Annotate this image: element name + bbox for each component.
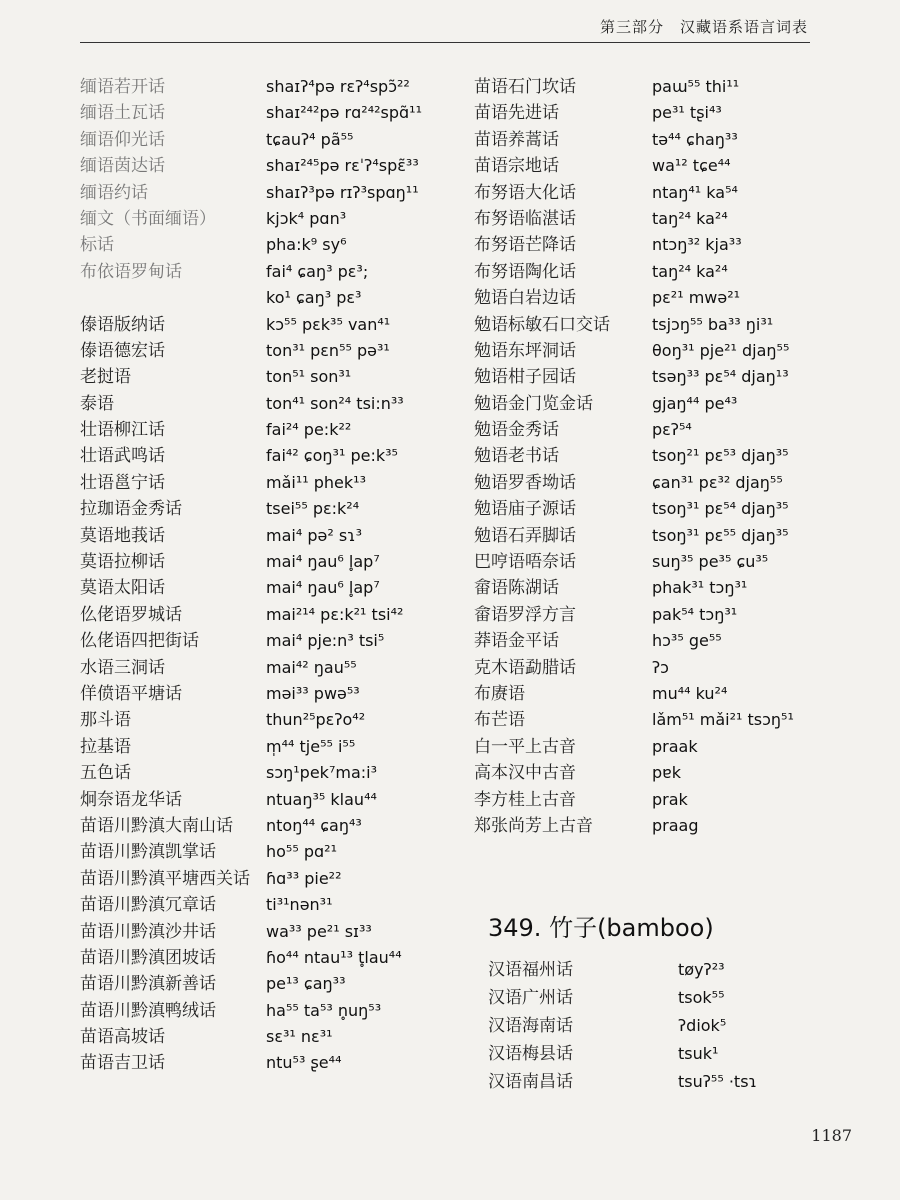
language-name: 布依语罗甸话: [80, 261, 182, 282]
language-name: 莫语拉柳话: [80, 552, 165, 573]
word-form: məi³³ pwə⁵³: [266, 683, 360, 703]
language-name: 傣语版纳话: [80, 314, 165, 335]
word-form: pe³¹ tʂi⁴³: [652, 103, 722, 123]
word-form: ntoŋ⁴⁴ ɕaŋ⁴³: [266, 815, 362, 835]
word-form: tsjɔŋ⁵⁵ ba³³ ŋi³¹: [652, 314, 774, 334]
word-form: ɦo⁴⁴ ntau¹³ t̥lau⁴⁴: [266, 947, 402, 967]
word-form: sɛ³¹ nɛ³¹: [266, 1027, 333, 1047]
language-name: 布芒语: [474, 710, 525, 731]
word-form: ntu⁵³ ʂe⁴⁴: [266, 1053, 342, 1073]
language-name: 勉语标敏石口交话: [474, 314, 610, 335]
word-form: phak³¹ tɔŋ³¹: [652, 578, 748, 598]
word-form: tsei⁵⁵ pɛ:k²⁴: [266, 499, 360, 519]
language-name: 勉语金秀话: [474, 420, 559, 441]
language-name: 畲语陈湖话: [474, 578, 559, 599]
language-name: 苗语川黔滇冗章话: [80, 895, 216, 916]
word-form: mai⁴ pə² sɿ³: [266, 525, 363, 545]
word-form: mai⁴ pje:n³ tsi⁵: [266, 631, 385, 651]
language-name: 苗语高坡话: [80, 1027, 165, 1048]
language-name: 苗语吉卫话: [80, 1053, 165, 1074]
language-name: 老挝语: [80, 367, 131, 388]
language-name: 苗语川黔滇团坡话: [80, 947, 216, 968]
language-name: 壮语武鸣话: [80, 446, 165, 467]
language-name: 布努语大化话: [474, 182, 576, 203]
language-name: 白一平上古音: [474, 736, 576, 757]
word-form: ntaŋ⁴¹ ka⁵⁴: [652, 182, 738, 202]
language-name: 克木语勐腊话: [474, 657, 576, 678]
word-form: tsəŋ³³ pɛ⁵⁴ djaŋ¹³: [652, 367, 789, 387]
language-name: 傣语德宏话: [80, 340, 165, 361]
language-name: 汉语广州话: [488, 988, 573, 1008]
language-name: 莫语太阳话: [80, 578, 165, 599]
word-form: ko¹ ɕaŋ³ pɛ³: [266, 288, 362, 308]
language-name: 苗语川黔滇沙井话: [80, 921, 216, 942]
word-form: mu⁴⁴ ku²⁴: [652, 683, 728, 703]
word-form: pɛʔ⁵⁴: [652, 420, 692, 440]
language-name: 佯偾语平塘话: [80, 683, 182, 704]
language-name: 缅语若开话: [80, 77, 165, 97]
word-form: taŋ²⁴ ka²⁴: [652, 208, 728, 228]
word-form: fai²⁴ pe:k²²: [266, 420, 352, 440]
word-form: tsoŋ³¹ pɛ⁵⁵ djaŋ³⁵: [652, 525, 789, 545]
language-name: 苗语川黔滇鸭绒话: [80, 1000, 216, 1021]
word-form: tsoŋ²¹ pɛ⁵³ djaŋ³⁵: [652, 446, 789, 466]
word-form: tsuʔ⁵⁵ ·tsɿ: [678, 1072, 758, 1091]
language-name: 拉基语: [80, 736, 131, 757]
language-name: 勉语罗香坳话: [474, 472, 576, 493]
language-name: 仫佬语四把街话: [80, 631, 199, 652]
word-form: hɔ³⁵ ge⁵⁵: [652, 631, 722, 651]
language-name: 缅文（书面缅语）: [80, 208, 216, 229]
word-form: wa³³ pe²¹ sɪ³³: [266, 921, 372, 941]
word-form: tøyʔ²³: [678, 960, 725, 979]
word-form: gjaŋ⁴⁴ pe⁴³: [652, 393, 738, 413]
language-name: 缅语土瓦话: [80, 103, 165, 124]
language-name: 汉语梅县话: [488, 1044, 573, 1064]
word-form: thun²⁵pɛʔo⁴²: [266, 710, 366, 730]
language-name: 郑张尚芳上古音: [474, 815, 593, 836]
language-name: 莽语金平话: [474, 631, 559, 652]
word-form: ton³¹ pɛn⁵⁵ pə³¹: [266, 340, 390, 360]
language-name: 缅语仰光话: [80, 129, 165, 150]
word-form: ntɔŋ³² kja³³: [652, 235, 742, 255]
language-name: 勉语老书话: [474, 446, 559, 467]
word-form: mai⁴ ŋau⁶ l̥ap⁷: [266, 578, 380, 598]
language-name: 水语三洞话: [80, 657, 165, 678]
language-name: 苗语养蒿话: [474, 129, 559, 150]
language-name: 苗语川黔滇新善话: [80, 974, 216, 995]
word-form: shaɪ²⁴²pə rɑ²⁴²spɑ̃¹¹: [266, 103, 423, 123]
language-name: 苗语石门坎话: [474, 77, 576, 97]
word-form: tɕauʔ⁴ pã⁵⁵: [266, 129, 354, 149]
word-form: lǎm⁵¹ mǎi²¹ tsɔŋ⁵¹: [652, 710, 794, 730]
language-name: 仫佬语罗城话: [80, 604, 182, 625]
word-form: tsuk¹: [678, 1044, 719, 1063]
word-form: ho⁵⁵ pɑ²¹: [266, 842, 337, 862]
word-form: ɕan³¹ pɛ³² djaŋ⁵⁵: [652, 472, 783, 492]
language-name: 壮语柳江话: [80, 420, 165, 441]
word-form: wa¹² tɕe⁴⁴: [652, 156, 731, 176]
language-name: 汉语福州话: [488, 960, 573, 980]
word-form: mai⁴² ŋau⁵⁵: [266, 657, 357, 677]
word-form: ɦɑ³³ pie²²: [266, 868, 342, 888]
language-name: 苗语川黔滇大南山话: [80, 815, 233, 836]
language-name: 汉语南昌话: [488, 1072, 573, 1092]
word-form: shaɪʔ⁴pə rɛʔ⁴spɔ̃²²: [266, 77, 410, 96]
language-name: 李方桂上古音: [474, 789, 576, 810]
word-form: pak⁵⁴ tɔŋ³¹: [652, 604, 738, 624]
word-form: mai⁴ ŋau⁶ l̥ap⁷: [266, 552, 380, 572]
section-title: 349. 竹子(bamboo): [488, 914, 714, 942]
language-name: 泰语: [80, 393, 114, 414]
language-name: 缅语约话: [80, 182, 148, 203]
language-name: 勉语庙子源话: [474, 499, 576, 520]
language-name: 苗语川黔滇凯掌话: [80, 842, 216, 863]
running-header: 第三部分 汉藏语系语言词表: [599, 18, 808, 36]
word-form: taŋ²⁴ ka²⁴: [652, 261, 728, 281]
word-form: m̩⁴⁴ tje⁵⁵ i⁵⁵: [266, 736, 356, 756]
word-form: prak: [652, 789, 688, 809]
language-name: 巴哼语唔奈话: [474, 552, 576, 573]
language-name: 壮语邕宁话: [80, 472, 165, 493]
word-form: ti³¹nən³¹: [266, 895, 333, 915]
language-name: 勉语石弄脚话: [474, 525, 576, 546]
word-form: fai⁴² ɕoŋ³¹ pe:k³⁵: [266, 446, 398, 466]
word-form: pɛ²¹ mwə²¹: [652, 288, 741, 308]
language-name: 畲语罗浮方言: [474, 604, 576, 625]
header-rule: [80, 42, 810, 43]
word-form: praag: [652, 815, 699, 835]
word-form: praak: [652, 736, 698, 756]
language-name: 炯奈语龙华话: [80, 789, 182, 810]
language-name: 勉语东坪洞话: [474, 340, 576, 361]
word-form: ton⁵¹ son³¹: [266, 367, 352, 387]
language-name: 苗语宗地话: [474, 156, 559, 177]
word-form: θoŋ³¹ pje²¹ djaŋ⁵⁵: [652, 340, 790, 360]
word-form: mai²¹⁴ pɛ:k²¹ tsi⁴²: [266, 604, 404, 624]
word-form: pɐk: [652, 763, 682, 783]
word-form: mǎi¹¹ phek¹³: [266, 472, 366, 492]
language-name: 汉语海南话: [488, 1016, 573, 1036]
word-form: tsok⁵⁵: [678, 988, 725, 1007]
word-form: kjɔk⁴ pɑn³: [266, 208, 347, 228]
word-form: fai⁴ ɕaŋ³ pɛ³;: [266, 261, 369, 281]
language-name: 标话: [80, 235, 114, 256]
word-form: tə⁴⁴ ɕhaŋ³³: [652, 129, 738, 149]
language-name: 勉语柑子园话: [474, 367, 576, 388]
word-form: tsoŋ³¹ pɛ⁵⁴ djaŋ³⁵: [652, 499, 789, 519]
language-name: 苗语先进话: [474, 103, 559, 124]
language-name: 苗语川黔滇平塘西关话: [80, 868, 250, 889]
language-name: 缅语茵达话: [80, 156, 165, 177]
word-form: ʔdiok⁵: [678, 1016, 727, 1035]
language-name: 布努语芒降话: [474, 235, 576, 256]
word-form: shaɪ²⁴⁵pə rɛˈʔ⁴spɛ̃³³: [266, 156, 419, 176]
word-form: paɯ⁵⁵ thi¹¹: [652, 77, 740, 96]
word-form: ʔɔ: [652, 657, 669, 677]
language-name: 勉语金门览金话: [474, 393, 593, 414]
word-form: shaɪʔ³pə rɪʔ³spɑŋ¹¹: [266, 182, 419, 202]
language-name: 高本汉中古音: [474, 763, 576, 784]
word-form: ha⁵⁵ ta⁵³ n̥uŋ⁵³: [266, 1000, 382, 1020]
language-name: 那斗语: [80, 710, 131, 731]
word-form: ton⁴¹ son²⁴ tsi:n³³: [266, 393, 404, 413]
word-form: ntuaŋ³⁵ klau⁴⁴: [266, 789, 377, 809]
language-name: 布努语临湛话: [474, 208, 576, 229]
page-number: 1187: [811, 1126, 852, 1145]
word-form: kɔ⁵⁵ pɛk³⁵ van⁴¹: [266, 314, 391, 334]
word-form: pha:k⁹ sy⁶: [266, 235, 347, 255]
word-form: suŋ³⁵ pe³⁵ ɕu³⁵: [652, 552, 769, 572]
word-form: pe¹³ ɕaŋ³³: [266, 974, 346, 994]
language-name: 拉珈语金秀话: [80, 499, 182, 520]
language-name: 勉语白岩边话: [474, 288, 576, 309]
word-form: sɔŋ¹pek⁷ma:i³: [266, 763, 377, 783]
language-name: 莫语地莪话: [80, 525, 165, 546]
language-name: 五色话: [80, 763, 131, 784]
language-name: 布赓语: [474, 683, 525, 704]
language-name: 布努语陶化话: [474, 261, 576, 282]
